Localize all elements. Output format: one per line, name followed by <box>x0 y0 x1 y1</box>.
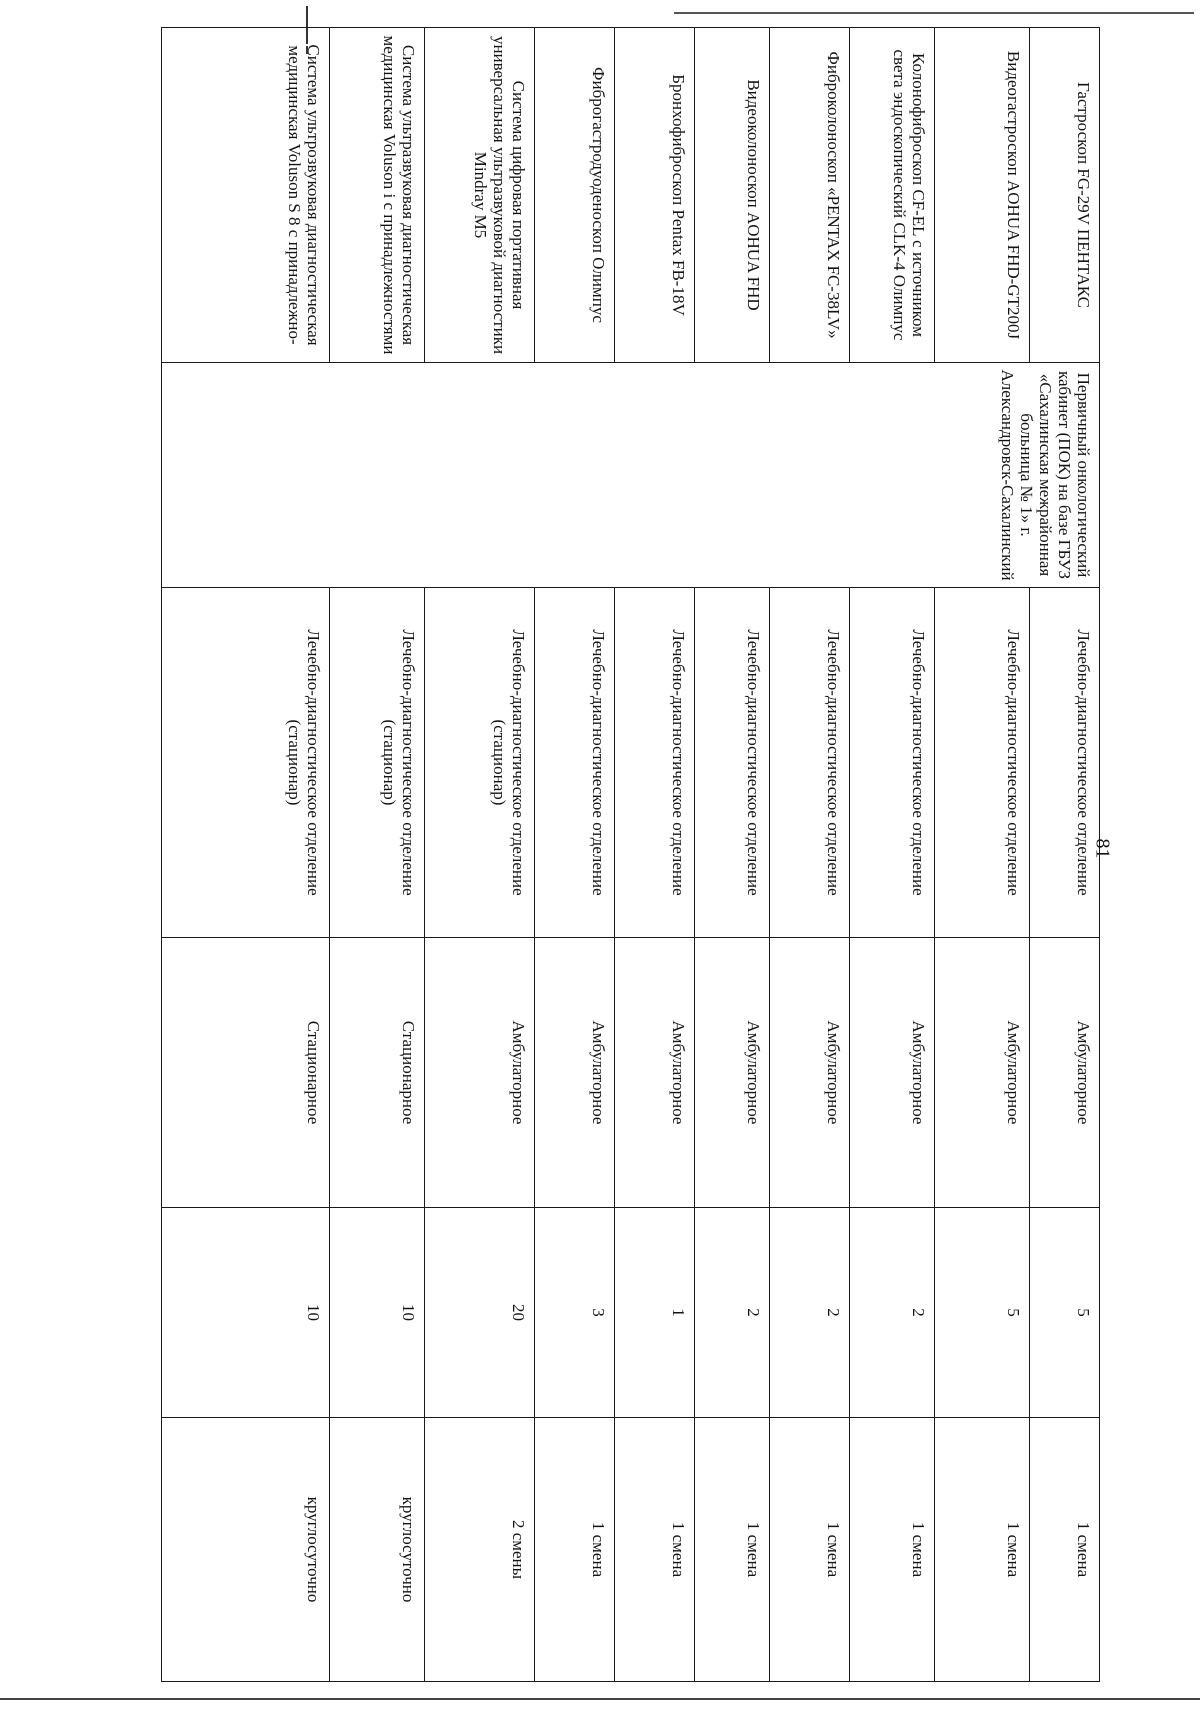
quantity-cell: 10 <box>330 1208 425 1418</box>
shifts-cell: 1 смена <box>770 1418 850 1682</box>
department-cell: Лечебно-диагностическое отделение <box>695 588 770 938</box>
equipment-cell: Видеоколоноскоп AOHUA FHD <box>695 28 770 363</box>
shifts-cell: 1 смена <box>535 1418 615 1682</box>
bottom-scan-rule <box>0 1698 1200 1700</box>
table-row <box>162 28 330 1682</box>
department-cell: Лечебно-диагностическое отделение (стационар) <box>330 588 425 938</box>
table-row <box>770 28 850 1682</box>
top-scan-rule <box>674 12 1194 14</box>
department-cell: Лечебно-диагностическое отделение (стационар) <box>425 588 535 938</box>
quantity-cell: 5 <box>1030 1208 1100 1418</box>
facility-cell: Первичный онкологический кабинет (ПОК) на базе ГБУЗ «Сахалинская межрайонная больница № 1» г. Александровск-Сахалинский <box>162 363 1100 588</box>
quantity-cell: 10 <box>162 1208 330 1418</box>
department-cell: Лечебно-диагностическое отделение <box>535 588 615 938</box>
equipment-cell: Колонофиброскоп CF-EL с источником света эндоскопический CLK-4 Олимпус <box>850 28 935 363</box>
table-row <box>695 28 770 1682</box>
department-cell: Лечебно-диагностическое отделение <box>850 588 935 938</box>
quantity-cell: 2 <box>770 1208 850 1418</box>
quantity-cell: 3 <box>535 1208 615 1418</box>
quantity-cell: 1 <box>615 1208 695 1418</box>
table-row <box>615 28 695 1682</box>
care-type-cell: Амбулаторное <box>615 938 695 1208</box>
equipment-cell: Гастроскоп FG-29V ПЕНТАКС <box>1030 28 1100 363</box>
table-row <box>850 28 935 1682</box>
care-type-cell: Амбулаторное <box>935 938 1030 1208</box>
shifts-cell: 1 смена <box>850 1418 935 1682</box>
care-type-cell: Стационарное <box>162 938 330 1208</box>
care-type-cell: Амбулаторное <box>695 938 770 1208</box>
equipment-cell: Бронхофиброскоп Pentax FB-18V <box>615 28 695 363</box>
department-cell: Лечебно-диагностическое отделение <box>770 588 850 938</box>
equipment-cell: Фиброколоноскоп «PENTAX FC-38LV» <box>770 28 850 363</box>
quantity-cell: 20 <box>425 1208 535 1418</box>
quantity-cell: 5 <box>935 1208 1030 1418</box>
table-row <box>425 28 535 1682</box>
care-type-cell: Амбулаторное <box>850 938 935 1208</box>
equipment-cell: Система ультразвуковая диагностическая медицинская Voluson i с принадлежностями <box>330 28 425 363</box>
department-cell: Лечебно-диагностическое отделение <box>615 588 695 938</box>
page-number: 81 <box>1091 838 1114 859</box>
equipment-cell: Видеогастроскоп AOHUA FHD-GT200J <box>935 28 1030 363</box>
equipment-cell: Фиброгастродуоденоскоп Олимпус <box>535 28 615 363</box>
department-cell: Лечебно-диагностическое отделение <box>1030 588 1100 938</box>
shifts-cell: 1 смена <box>1030 1418 1100 1682</box>
care-type-cell: Амбулаторное <box>1030 938 1100 1208</box>
table-row <box>535 28 615 1682</box>
shifts-cell: 2 смены <box>425 1418 535 1682</box>
equipment-table <box>161 27 1100 1682</box>
care-type-cell: Амбулаторное <box>535 938 615 1208</box>
table-row <box>330 28 425 1682</box>
quantity-cell: 2 <box>850 1208 935 1418</box>
shifts-cell: 1 смена <box>695 1418 770 1682</box>
care-type-cell: Амбулаторное <box>770 938 850 1208</box>
department-cell: Лечебно-диагностическое отделение (стационар) <box>162 588 330 938</box>
table-row <box>1030 28 1100 1682</box>
equipment-cell: Система ультрозвуковая диагностическая медицинская Voluson S 8 с принадлежно- <box>162 28 330 363</box>
care-type-cell: Стационарное <box>330 938 425 1208</box>
shifts-cell: круглосуточно <box>162 1418 330 1682</box>
care-type-cell: Амбулаторное <box>425 938 535 1208</box>
shifts-cell: 1 смена <box>615 1418 695 1682</box>
equipment-cell: Система цифровая портативная универсальная ультразвуковой диагностики Mindray M5 <box>425 28 535 363</box>
table-row <box>935 28 1030 1682</box>
department-cell: Лечебно-диагностическое отделение <box>935 588 1030 938</box>
quantity-cell: 2 <box>695 1208 770 1418</box>
shifts-cell: 1 смена <box>935 1418 1030 1682</box>
equipment-table-rotated <box>162 27 1100 1681</box>
shifts-cell: круглосуточно <box>330 1418 425 1682</box>
